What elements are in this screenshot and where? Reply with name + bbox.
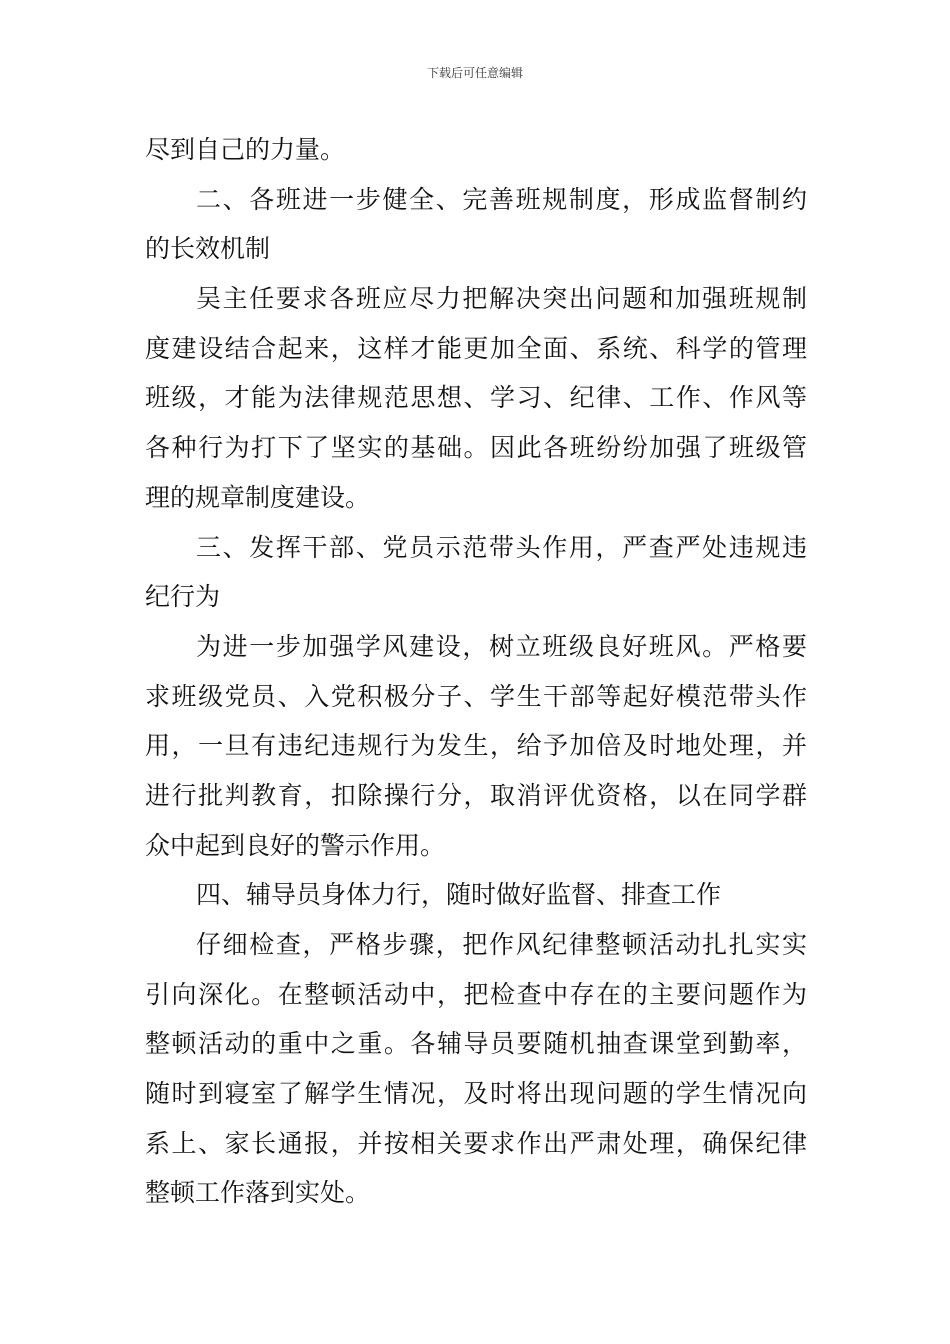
body-line: 求班级党员、入党积极分子、学生干部等起好模范带头作 (145, 681, 807, 711)
body-line: 众中起到良好的警示作用。 (145, 830, 446, 860)
body-line: 用，一旦有违纪违规行为发生，给予加倍及时地处理，并 (145, 731, 807, 761)
body-line: 班级，才能为法律规范思想、学习、纪律、工作、作风等 (145, 383, 807, 413)
body-line: 引向深化。在整顿活动中，把检查中存在的主要问题作为 (145, 979, 807, 1009)
body-line: 各种行为打下了坚实的基础。因此各班纷纷加强了班级管 (145, 433, 807, 463)
body-line: 度建设结合起来，这样才能更加全面、系统、科学的管理 (145, 333, 807, 363)
body-line: 吴主任要求各班应尽力把解决突出问题和加强班规制 (196, 284, 807, 314)
body-line: 仔细检查，严格步骤，把作风纪律整顿活动扎扎实实 (196, 930, 807, 959)
body-line: 纪行为 (145, 582, 221, 612)
body-line: 为进一步加强学风建设，树立班级良好班风。严格要 (196, 631, 807, 661)
body-line: 整顿工作落到实处。 (145, 1178, 371, 1208)
body-line: 尽到自己的力量。 (145, 135, 346, 164)
body-line: 的长效机制 (145, 234, 271, 264)
document-body (145, 125, 807, 1218)
body-line: 四、辅导员身体力行，随时做好监督、排查工作 (196, 880, 722, 910)
body-line: 理的规章制度建设。 (145, 482, 371, 512)
body-line: 二、各班进一步健全、完善班规制度，形成监督制约 (196, 184, 807, 214)
body-line: 三、发挥干部、党员示范带头作用，严查严处违规违 (196, 532, 807, 562)
body-line: 进行批判教育，扣除操行分，取消评优资格，以在同学群 (145, 780, 807, 810)
body-line: 系上、家长通报，并按相关要求作出严肃处理，确保纪律 (145, 1128, 807, 1158)
body-line: 整顿活动的重中之重。各辅导员要随机抽查课堂到勤率， (145, 1029, 807, 1059)
body-line: 随时到寝室了解学生情况，及时将出现问题的学生情况向 (145, 1079, 807, 1109)
page-header: 下载后可任意编辑 (426, 66, 523, 80)
